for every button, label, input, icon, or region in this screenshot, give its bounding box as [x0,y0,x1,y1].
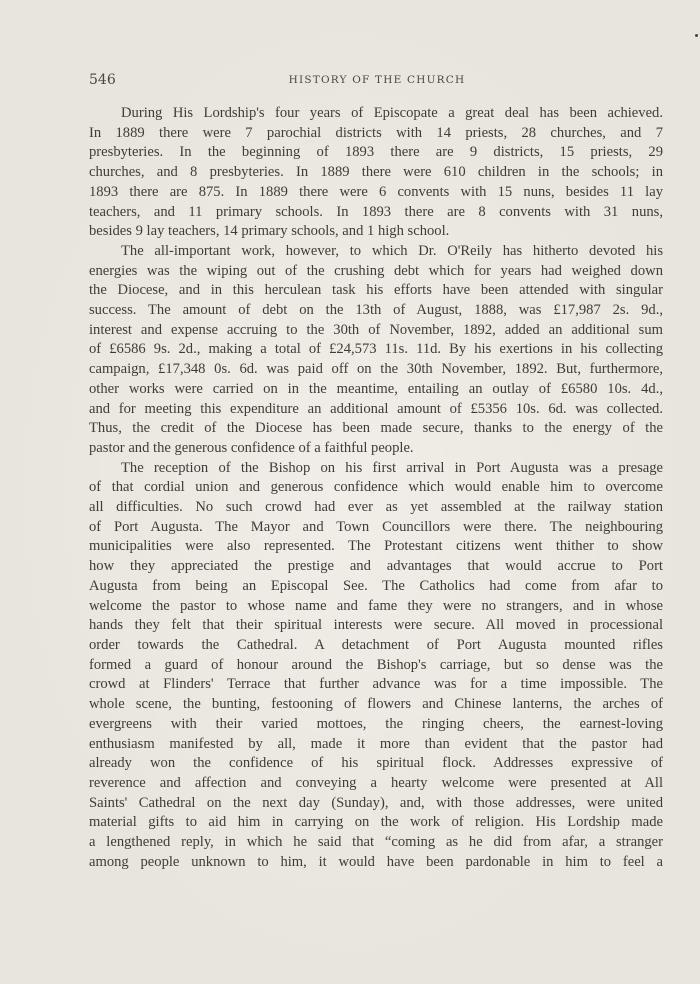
text-line: reverence and affection and conveying a hearty welcome were presented at All [89,774,663,791]
text-line: 1893 there are 875. In 1889 there were 6 convents with 15 nuns, besides 11 lay [89,183,663,200]
text-line: among people unknown to him, it would have been pardonable in him to feel a [89,853,663,870]
text-line: In 1889 there were 7 parochial districts with 14 priests, 28 churches, and 7 [89,124,663,141]
text-line: municipalities were also represented. The Protestant citizens went thither to show [89,538,663,555]
text-line: order towards the Cathedral. A detachment of Port Augusta mounted rifles [89,636,663,653]
text-line: Augusta from being an Episcopal See. The Catholics had come from afar to [89,577,663,594]
text-line: campaign, £17,348 0s. 6d. was paid off on the 30th November, 1892. But, furthermore, [89,361,663,378]
text-line: The reception of the Bishop on his first arrival in Port Augusta was a presage [121,459,663,476]
text-line: churches, and 8 presbyteries. In 1889 there were 610 children in the schools; in [89,164,663,181]
text-line: besides 9 lay teachers, 14 primary schools, and 1 high school. [89,223,450,240]
page-number: 546 [89,72,116,88]
text-line: presbyteries. In the beginning of 1893 there are 9 districts, 15 priests, 29 [89,144,663,161]
text-line: pastor and the generous confidence of a faithful people. [89,439,414,456]
text-line: hands they felt that their spiritual interests were secure. All moved in processional [89,617,663,634]
text-line: already won the confidence of his spiritual flock. Addresses expressive of [89,755,663,772]
body-text [89,104,663,872]
text-line: evergreens with their varied mottoes, the ringing cheers, the earnest-loving [89,715,663,732]
text-line: all difficulties. No such crowd had ever as yet assembled at the railway station [89,499,663,516]
text-line: and for meeting this expenditure an additional amount of £5356 10s. 6d. was collected. [89,400,663,417]
text-line: crowd at Flinders' Terrace that further advance was for a time impossible. The [89,676,663,693]
text-line: teachers, and 11 primary schools. In 1893 there are 8 convents with 31 nuns, [89,203,663,220]
margin-mark [695,34,698,37]
text-line: material gifts to aid him in carrying on the work of religion. His Lordship made [89,814,663,831]
text-line: interest and expense accruing to the 30th of November, 1892, added an additional sum [89,321,663,338]
text-line: Thus, the credit of the Diocese has been made secure, thanks to the energy of the [89,420,663,437]
text-line: energies was the wiping out of the crushing debt which for years had weighed down [89,262,663,279]
text-line: During His Lordship's four years of Episcopate a great deal has been achieved. [121,105,663,121]
text-line: of Port Augusta. The Mayor and Town Councillors were there. The neighbouring [89,518,663,535]
text-line: welcome the pastor to whose name and fame they were no strangers, and in whose [89,597,663,614]
text-line: The all-important work, however, to which Dr. O'Reily has hitherto devoted his [121,242,663,259]
text-line: success. The amount of debt on the 13th of August, 1888, was £17,987 2s. 9d., [89,302,663,319]
running-head: HISTORY OF THE CHURCH [288,74,466,86]
text-line: enthusiasm manifested by all, made it more than evident that the pastor had [89,735,663,752]
text-line: how they appreciated the prestige and advantages that would accrue to Port [89,558,663,575]
text-line: whole scene, the bunting, festooning of flowers and Chinese lanterns, the arches of [89,696,663,713]
page-header [89,72,665,92]
text-line: the Diocese, and in this herculean task his efforts have been attended with singular [89,282,663,299]
text-line: of that cordial union and generous confidence which would enable him to overcome [89,479,663,496]
text-line: formed a guard of honour around the Bishop's carriage, but so dense was the [89,656,663,673]
text-line: Saints' Cathedral on the next day (Sunday), and, with those addresses, were united [89,794,663,811]
text-line: of £6586 9s. 2d., making a total of £24,573 11s. 11d. By his exertions in his collecting [89,341,663,358]
text-line: other works were carried on in the meantime, entailing an outlay of £6580 10s. 4d., [89,380,663,397]
text-line: a lengthened reply, in which he said that “coming as he did from afar, a stranger [89,834,663,851]
